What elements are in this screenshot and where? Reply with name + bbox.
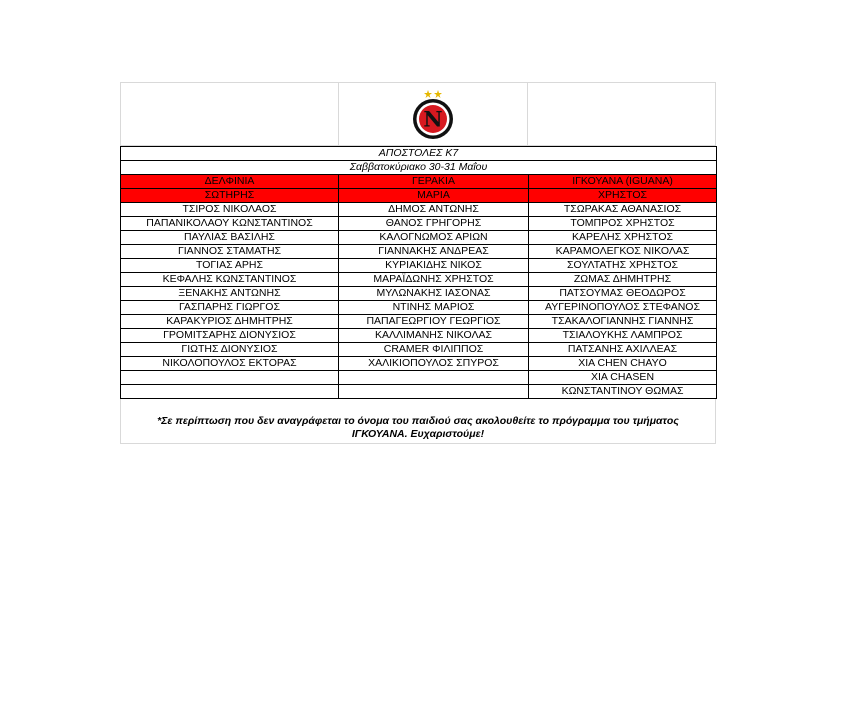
player-name: ΚΑΡΑΜΟΛΕΓΚΟΣ ΝΙΚΟΛΑΣ (529, 245, 717, 259)
player-name: ΜΑΡΑΪΔΩΝΗΣ ΧΡΗΣΤΟΣ (339, 273, 529, 287)
coach-row (121, 189, 717, 203)
player-name: ΠΑΤΣΟΥΜΑΣ ΘΕΟΔΩΡΟΣ (529, 287, 717, 301)
footer-note (120, 411, 716, 444)
player-name: ΤΟΓΙΑΣ ΑΡΗΣ (121, 259, 339, 273)
team-header: ΙΓΚΟΥΑΝΑ (IGUANA) (529, 175, 717, 189)
player-name: ΤΟΜΠΡΟΣ ΧΡΗΣΤΟΣ (529, 217, 717, 231)
team-header: ΓΕΡΑΚΙΑ (339, 175, 529, 189)
player-name: ΚΑΡΕΛΗΣ ΧΡΗΣΤΟΣ (529, 231, 717, 245)
footer-note-line2: ΙΓΚΟΥΑΝΑ. Ευχαριστούμε! (351, 428, 485, 440)
table-row (121, 217, 717, 231)
player-name (339, 385, 529, 399)
player-name (121, 385, 339, 399)
player-name: ΧΑΛΙΚΙΟΠΟΥΛΟΣ ΣΠΥΡΟΣ (339, 357, 529, 371)
table-row (121, 329, 717, 343)
page-subtitle: Σαββατοκύριακο 30-31 Μαΐου (121, 161, 717, 175)
player-name: ΝΙΚΟΛΟΠΟΥΛΟΣ ΕΚΤΟΡΑΣ (121, 357, 339, 371)
player-name: XIA CHASEN (529, 371, 717, 385)
footer-note-line1: *Σε περίπτωση που δεν αναγράφεται το όνομα του παιδιού σας ακολουθείτε το πρόγραμμα του τμήματος (157, 415, 679, 427)
logo-star-left (424, 90, 432, 98)
logo-row-empty-left (121, 83, 339, 146)
player-name: ΘΑΝΟΣ ΓΡΗΓΟΡΗΣ (339, 217, 529, 231)
table-row (121, 203, 717, 217)
player-name: ΞΕΝΑΚΗΣ ΑΝΤΩΝΗΣ (121, 287, 339, 301)
player-name: ΓΑΣΠΑΡΗΣ ΓΙΩΡΓΟΣ (121, 301, 339, 315)
player-name: ΠΑΥΛΙΑΣ ΒΑΣΙΛΗΣ (121, 231, 339, 245)
table-row (121, 385, 717, 399)
table-row (121, 273, 717, 287)
player-name: ΓΡΟΜΙΤΣΑΡΗΣ ΔΙΟΝΥΣΙΟΣ (121, 329, 339, 343)
player-name: ΚΑΛΟΓΝΩΜΟΣ ΑΡΙΩΝ (339, 231, 529, 245)
player-name: ΝΤΙΝΗΣ ΜΑΡΙΟΣ (339, 301, 529, 315)
roster-sheet (120, 82, 716, 444)
logo-star-right (434, 90, 442, 98)
logo-row (120, 82, 716, 146)
player-name: ΓΙΑΝΝΟΣ ΣΤΑΜΑΤΗΣ (121, 245, 339, 259)
logo-letter: N (423, 106, 443, 132)
logo-cell (339, 83, 529, 146)
player-name: XIA CHEN CHAYO (529, 357, 717, 371)
table-row (121, 315, 717, 329)
player-name: ΖΩΜΑΣ ΔΗΜΗΤΡΗΣ (529, 273, 717, 287)
player-name: ΚΥΡΙΑΚΙΔΗΣ ΝΙΚΟΣ (339, 259, 529, 273)
player-name: ΚΩΝΣΤΑΝΤΙΝΟΥ ΘΩΜΑΣ (529, 385, 717, 399)
player-name: ΚΕΦΑΛΗΣ ΚΩΝΣΤΑΝΤΙΝΟΣ (121, 273, 339, 287)
club-logo (411, 88, 455, 140)
player-name: ΜΥΛΩΝΑΚΗΣ ΙΑΣΟΝΑΣ (339, 287, 529, 301)
table-row (121, 245, 717, 259)
player-name: ΑΥΓΕΡΙΝΟΠΟΥΛΟΣ ΣΤΕΦΑΝΟΣ (529, 301, 717, 315)
page-title: ΑΠΟΣΤΟΛΕΣ Κ7 (121, 147, 717, 161)
table-row (121, 371, 717, 385)
logo-row-empty-right (528, 83, 716, 146)
player-name: ΤΣΩΡΑΚΑΣ ΑΘΑΝΑΣΙΟΣ (529, 203, 717, 217)
team-header: ΔΕΛΦΙΝΙΑ (121, 175, 339, 189)
player-name: CRAMER ΦΙΛΙΠΠΟΣ (339, 343, 529, 357)
table-row (121, 231, 717, 245)
player-name: ΤΣΑΚΑΛΟΓΙΑΝΝΗΣ ΓΙΑΝΝΗΣ (529, 315, 717, 329)
player-name: ΚΑΡΑΚΥΡΙΟΣ ΔΗΜΗΤΡΗΣ (121, 315, 339, 329)
player-name: ΔΗΜΟΣ ΑΝΤΩΝΗΣ (339, 203, 529, 217)
player-name (339, 371, 529, 385)
table-row (121, 259, 717, 273)
spacer (120, 399, 716, 411)
table-row (121, 287, 717, 301)
player-name: ΓΙΩΤΗΣ ΔΙΟΝΥΣΙΟΣ (121, 343, 339, 357)
coach-name: ΜΑΡΙΑ (339, 189, 529, 203)
player-name: ΚΑΛΛΙΜΑΝΗΣ ΝΙΚΟΛΑΣ (339, 329, 529, 343)
coach-name: ΧΡΗΣΤΟΣ (529, 189, 717, 203)
table-row (121, 343, 717, 357)
player-name: ΣΟΥΛΤΑΤΗΣ ΧΡΗΣΤΟΣ (529, 259, 717, 273)
team-header-row (121, 175, 717, 189)
coach-name: ΣΩΤΗΡΗΣ (121, 189, 339, 203)
roster-table (120, 146, 717, 399)
player-name: ΠΑΠΑΝΙΚΟΛΑΟΥ ΚΩΝΣΤΑΝΤΙΝΟΣ (121, 217, 339, 231)
player-name: ΠΑΤΣΑΝΗΣ ΑΧΙΛΛΕΑΣ (529, 343, 717, 357)
table-row (121, 357, 717, 371)
player-name (121, 371, 339, 385)
table-row (121, 301, 717, 315)
player-name: ΓΙΑΝΝΑΚΗΣ ΑΝΔΡΕΑΣ (339, 245, 529, 259)
player-name: ΤΣΙΑΛΟΥΚΗΣ ΛΑΜΠΡΟΣ (529, 329, 717, 343)
player-name: ΤΣΙΡΟΣ ΝΙΚΟΛΑΟΣ (121, 203, 339, 217)
player-name: ΠΑΠΑΓΕΩΡΓΙΟΥ ΓΕΩΡΓΙΟΣ (339, 315, 529, 329)
